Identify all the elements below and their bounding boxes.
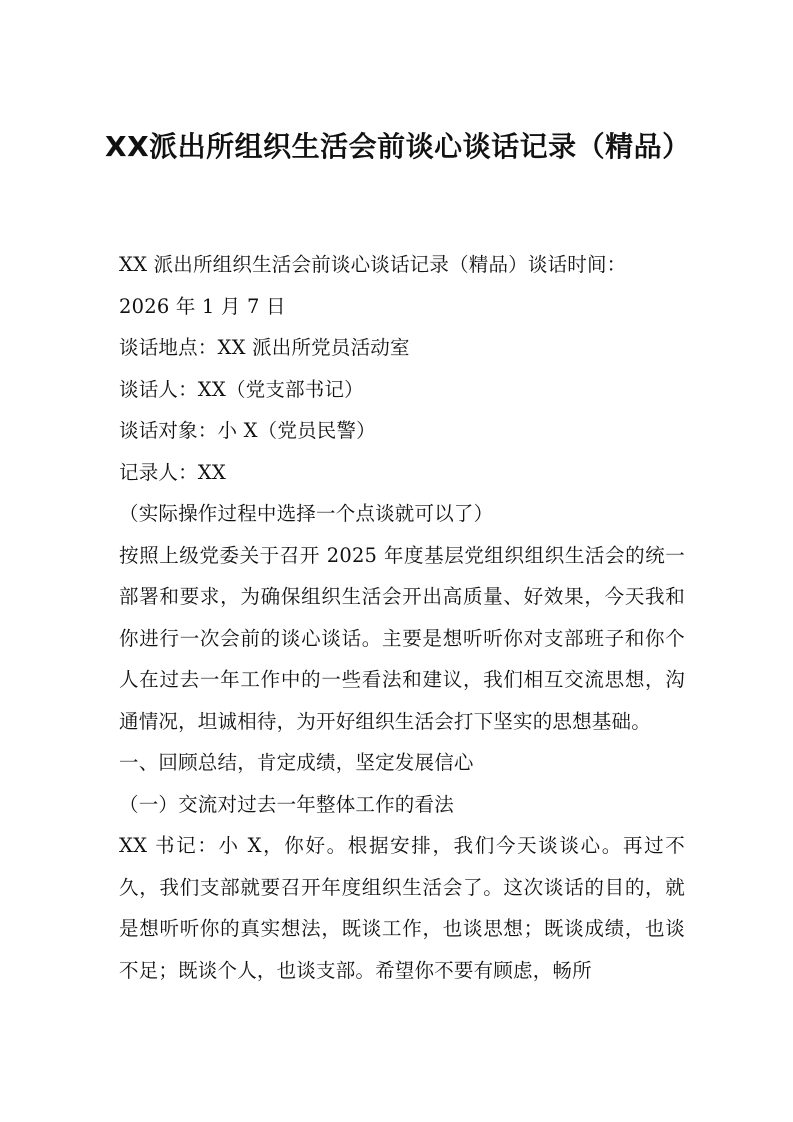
paragraph-recorder: 记录人：XX [119, 460, 226, 484]
paragraph-opening: 按照上级党委关于召开 2025 年度基层党组织组织生活会的统一部署和要求，为确保组织生活会开出高质量、好效果，今天我和你进行一次会前的谈心谈话。主要是想听听你对支部班子和你个人在过去一年工作中的一些看法和建议，我们相互交流思想，沟通情况，坦诚相待，为开好组织生活会打下坚实的思想基础。 [119, 543, 685, 733]
paragraph-note: （实际操作过程中选择一个点谈就可以了） [119, 502, 494, 525]
paragraph-talk-subject: 谈话对象：小 X（党员民警） [119, 419, 376, 442]
paragraph-talk-date: 2026 年 1 月 7 日 [119, 294, 286, 318]
document-title: XX派出所组织生活会前谈心谈话记录（精品） [105, 130, 691, 163]
section-heading-1: 一、回顾总结，肯定成绩，坚定发展信心 [119, 751, 474, 774]
paragraph-dialogue-1: XX 书记：小 X，你好。根据安排，我们今天谈谈心。再过不久，我们支部就要召开年度组织生活会了。这次谈话的目的，就是想听听你的真实想法，既谈工作，也谈思想；既谈成绩，也谈不足；既谈个人，也谈支部。希望你不要有顾虑，畅所 [119, 834, 685, 982]
document-body [119, 244, 685, 991]
paragraph-intro-time-label: XX 派出所组织生活会前谈心谈话记录（精品）谈话时间： [119, 253, 627, 276]
paragraph-talk-location: 谈话地点：XX 派出所党员活动室 [119, 336, 410, 359]
subsection-heading-1: （一）交流对过去一年整体工作的看法 [119, 792, 454, 816]
paragraph-talk-host: 谈话人：XX（党支部书记） [119, 377, 364, 401]
